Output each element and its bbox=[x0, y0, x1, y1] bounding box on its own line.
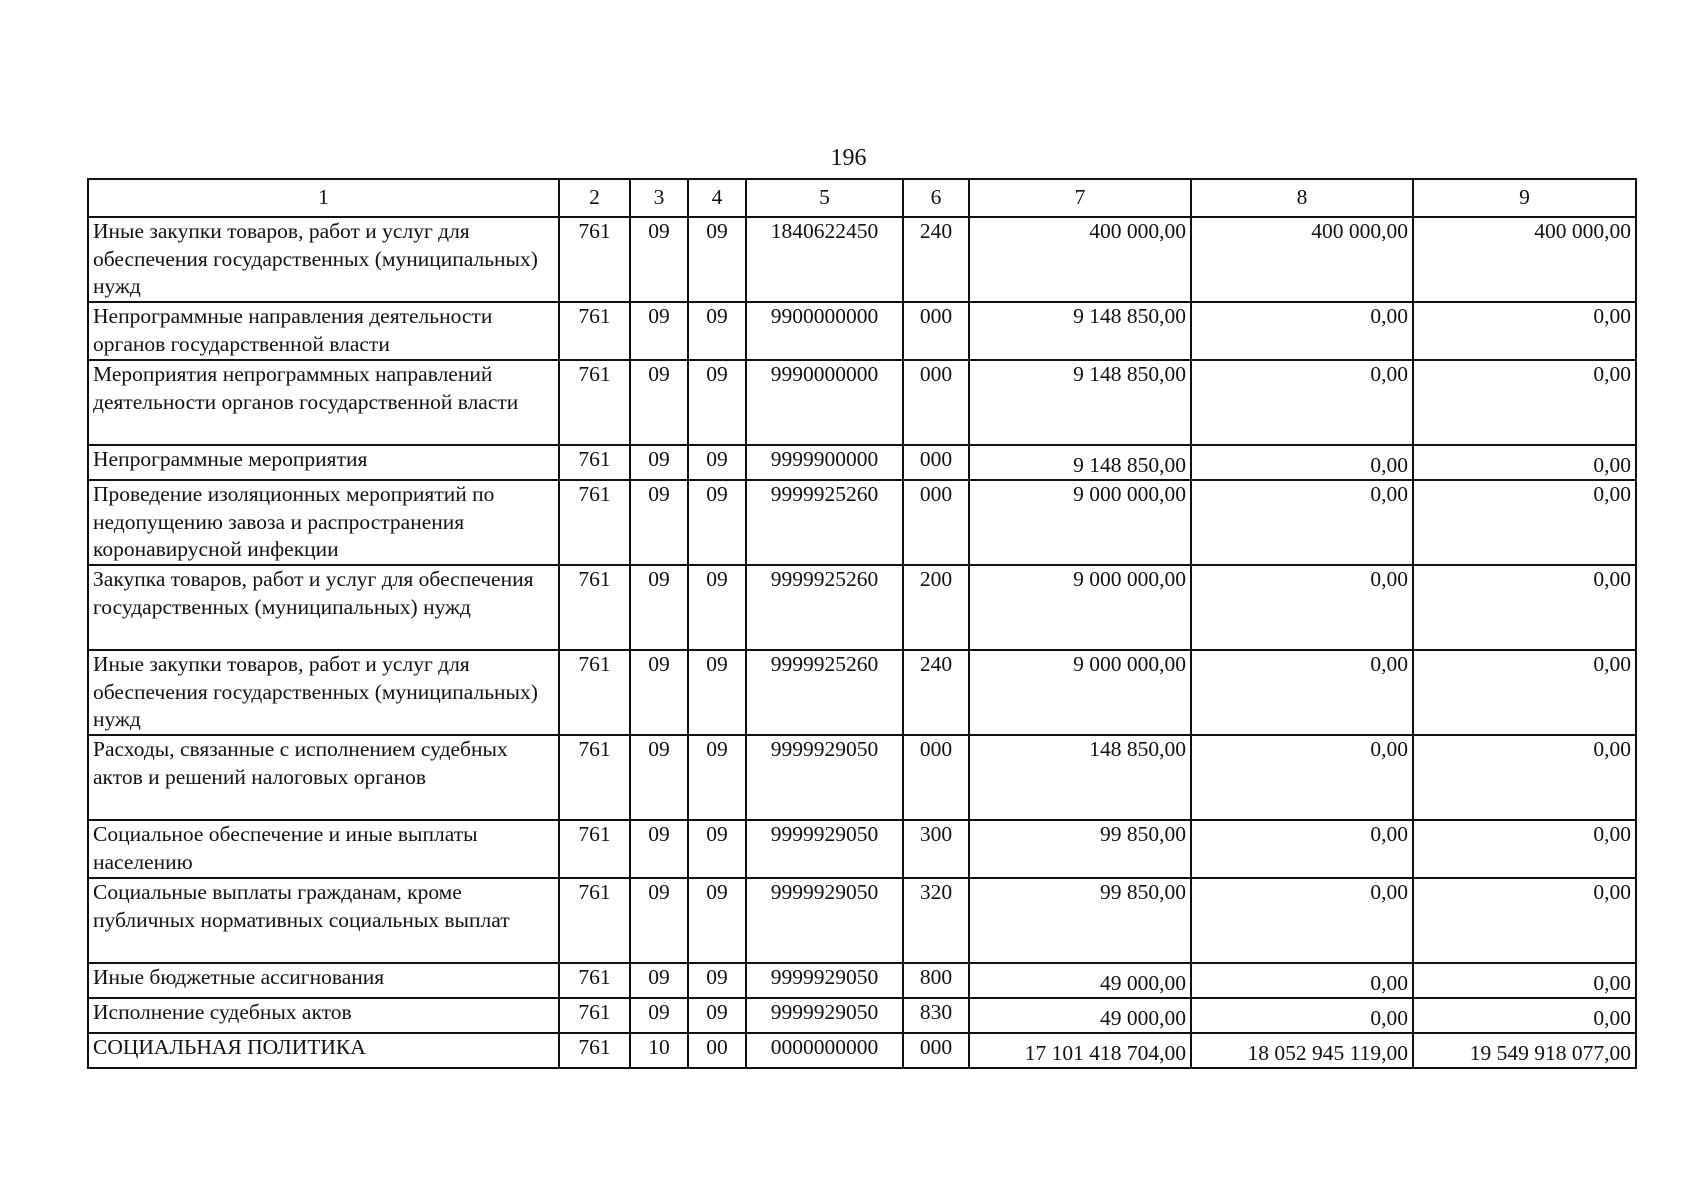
amount-col7: 9 148 850,00 bbox=[969, 302, 1191, 360]
row-name: Социальные выплаты гражданам, кроме публичных нормативных социальных выплат bbox=[88, 878, 559, 963]
column-header: 6 bbox=[903, 179, 969, 217]
amount-col8: 0,00 bbox=[1191, 735, 1413, 820]
subsection-code: 09 bbox=[688, 360, 746, 445]
column-header: 1 bbox=[88, 179, 559, 217]
amount-col7: 9 148 850,00 bbox=[969, 445, 1191, 480]
column-header: 4 bbox=[688, 179, 746, 217]
expense-type-code: 240 bbox=[903, 217, 969, 302]
amount-col9: 19 549 918 077,00 bbox=[1413, 1033, 1636, 1068]
column-header: 8 bbox=[1191, 179, 1413, 217]
ministry-code: 761 bbox=[559, 878, 630, 963]
amount-col8: 0,00 bbox=[1191, 565, 1413, 650]
amount-col8: 0,00 bbox=[1191, 820, 1413, 878]
expense-type-code: 830 bbox=[903, 998, 969, 1033]
table-row bbox=[88, 963, 1636, 998]
section-code: 09 bbox=[630, 735, 688, 820]
amount-col7: 49 000,00 bbox=[969, 963, 1191, 998]
amount-col9: 400 000,00 bbox=[1413, 217, 1636, 302]
section-code: 09 bbox=[630, 650, 688, 735]
section-code: 09 bbox=[630, 878, 688, 963]
subsection-code: 09 bbox=[688, 998, 746, 1033]
subsection-code: 09 bbox=[688, 565, 746, 650]
ministry-code: 761 bbox=[559, 480, 630, 565]
expense-type-code: 000 bbox=[903, 360, 969, 445]
expense-type-code: 000 bbox=[903, 445, 969, 480]
subsection-code: 09 bbox=[688, 820, 746, 878]
column-header: 3 bbox=[630, 179, 688, 217]
subsection-code: 09 bbox=[688, 217, 746, 302]
amount-col8: 400 000,00 bbox=[1191, 217, 1413, 302]
target-article-code: 9999929050 bbox=[746, 820, 903, 878]
amount-col8: 0,00 bbox=[1191, 445, 1413, 480]
expense-type-code: 200 bbox=[903, 565, 969, 650]
expense-type-code: 000 bbox=[903, 480, 969, 565]
expense-type-code: 240 bbox=[903, 650, 969, 735]
target-article-code: 9900000000 bbox=[746, 302, 903, 360]
table-row bbox=[88, 735, 1636, 820]
row-name: Исполнение судебных актов bbox=[88, 998, 559, 1033]
target-article-code: 9999929050 bbox=[746, 963, 903, 998]
column-header: 2 bbox=[559, 179, 630, 217]
subsection-code: 09 bbox=[688, 963, 746, 998]
amount-col8: 0,00 bbox=[1191, 360, 1413, 445]
target-article-code: 9999900000 bbox=[746, 445, 903, 480]
amount-col7: 9 000 000,00 bbox=[969, 565, 1191, 650]
row-name: Закупка товаров, работ и услуг для обеспечения государственных (муниципальных) нужд bbox=[88, 565, 559, 650]
target-article-code: 9999925260 bbox=[746, 650, 903, 735]
amount-col9: 0,00 bbox=[1413, 878, 1636, 963]
subsection-code: 09 bbox=[688, 480, 746, 565]
row-name: Проведение изоляционных мероприятий по недопущению завоза и распространения коронавирусной инфекции bbox=[88, 480, 559, 565]
section-code: 09 bbox=[630, 998, 688, 1033]
target-article-code: 9999925260 bbox=[746, 480, 903, 565]
section-code: 09 bbox=[630, 963, 688, 998]
ministry-code: 761 bbox=[559, 820, 630, 878]
row-name: Мероприятия непрограммных направлений деятельности органов государственной власти bbox=[88, 360, 559, 445]
amount-col9: 0,00 bbox=[1413, 302, 1636, 360]
subsection-code: 09 bbox=[688, 445, 746, 480]
section-code: 09 bbox=[630, 302, 688, 360]
column-header: 7 bbox=[969, 179, 1191, 217]
table-header-row bbox=[88, 179, 1636, 217]
section-code: 09 bbox=[630, 445, 688, 480]
expense-type-code: 300 bbox=[903, 820, 969, 878]
row-name: Социальное обеспечение и иные выплаты населению bbox=[88, 820, 559, 878]
ministry-code: 761 bbox=[559, 445, 630, 480]
subsection-code: 09 bbox=[688, 878, 746, 963]
target-article-code: 1840622450 bbox=[746, 217, 903, 302]
amount-col9: 0,00 bbox=[1413, 998, 1636, 1033]
column-header: 5 bbox=[746, 179, 903, 217]
amount-col9: 0,00 bbox=[1413, 963, 1636, 998]
section-code: 09 bbox=[630, 820, 688, 878]
row-name: СОЦИАЛЬНАЯ ПОЛИТИКА bbox=[88, 1033, 559, 1068]
amount-col9: 0,00 bbox=[1413, 650, 1636, 735]
expense-type-code: 320 bbox=[903, 878, 969, 963]
table-row bbox=[88, 878, 1636, 963]
row-name: Расходы, связанные с исполнением судебных актов и решений налоговых органов bbox=[88, 735, 559, 820]
table-row bbox=[88, 1033, 1636, 1068]
amount-col9: 0,00 bbox=[1413, 565, 1636, 650]
expense-type-code: 800 bbox=[903, 963, 969, 998]
amount-col7: 9 148 850,00 bbox=[969, 360, 1191, 445]
amount-col7: 99 850,00 bbox=[969, 820, 1191, 878]
target-article-code: 0000000000 bbox=[746, 1033, 903, 1068]
amount-col9: 0,00 bbox=[1413, 445, 1636, 480]
table-row bbox=[88, 302, 1636, 360]
table-row bbox=[88, 565, 1636, 650]
table-row bbox=[88, 998, 1636, 1033]
section-code: 10 bbox=[630, 1033, 688, 1068]
table-row bbox=[88, 650, 1636, 735]
amount-col7: 400 000,00 bbox=[969, 217, 1191, 302]
target-article-code: 9990000000 bbox=[746, 360, 903, 445]
amount-col9: 0,00 bbox=[1413, 820, 1636, 878]
target-article-code: 9999929050 bbox=[746, 998, 903, 1033]
section-code: 09 bbox=[630, 480, 688, 565]
table-row bbox=[88, 217, 1636, 302]
amount-col9: 0,00 bbox=[1413, 360, 1636, 445]
ministry-code: 761 bbox=[559, 565, 630, 650]
table-row bbox=[88, 820, 1636, 878]
ministry-code: 761 bbox=[559, 650, 630, 735]
ministry-code: 761 bbox=[559, 217, 630, 302]
row-name: Иные закупки товаров, работ и услуг для обеспечения государственных (муниципальных) нужд bbox=[88, 217, 559, 302]
amount-col8: 0,00 bbox=[1191, 878, 1413, 963]
amount-col9: 0,00 bbox=[1413, 735, 1636, 820]
table-row bbox=[88, 445, 1636, 480]
target-article-code: 9999929050 bbox=[746, 735, 903, 820]
expense-type-code: 000 bbox=[903, 302, 969, 360]
target-article-code: 9999929050 bbox=[746, 878, 903, 963]
ministry-code: 761 bbox=[559, 302, 630, 360]
amount-col8: 0,00 bbox=[1191, 480, 1413, 565]
table-row bbox=[88, 480, 1636, 565]
amount-col8: 18 052 945 119,00 bbox=[1191, 1033, 1413, 1068]
amount-col7: 9 000 000,00 bbox=[969, 480, 1191, 565]
expense-type-code: 000 bbox=[903, 1033, 969, 1068]
amount-col8: 0,00 bbox=[1191, 302, 1413, 360]
ministry-code: 761 bbox=[559, 1033, 630, 1068]
target-article-code: 9999925260 bbox=[746, 565, 903, 650]
amount-col7: 99 850,00 bbox=[969, 878, 1191, 963]
amount-col8: 0,00 bbox=[1191, 650, 1413, 735]
section-code: 09 bbox=[630, 360, 688, 445]
ministry-code: 761 bbox=[559, 998, 630, 1033]
amount-col8: 0,00 bbox=[1191, 963, 1413, 998]
subsection-code: 09 bbox=[688, 650, 746, 735]
row-name: Непрограммные мероприятия bbox=[88, 445, 559, 480]
column-header: 9 bbox=[1413, 179, 1636, 217]
ministry-code: 761 bbox=[559, 735, 630, 820]
amount-col7: 9 000 000,00 bbox=[969, 650, 1191, 735]
budget-table bbox=[87, 178, 1637, 1069]
ministry-code: 761 bbox=[559, 963, 630, 998]
row-name: Иные бюджетные ассигнования bbox=[88, 963, 559, 998]
subsection-code: 09 bbox=[688, 302, 746, 360]
row-name: Иные закупки товаров, работ и услуг для обеспечения государственных (муниципальных) нужд bbox=[88, 650, 559, 735]
row-name: Непрограммные направления деятельности органов государственной власти bbox=[88, 302, 559, 360]
amount-col9: 0,00 bbox=[1413, 480, 1636, 565]
amount-col8: 0,00 bbox=[1191, 998, 1413, 1033]
subsection-code: 00 bbox=[688, 1033, 746, 1068]
section-code: 09 bbox=[630, 217, 688, 302]
amount-col7: 148 850,00 bbox=[969, 735, 1191, 820]
page-number: 196 bbox=[830, 145, 867, 171]
table-row bbox=[88, 360, 1636, 445]
amount-col7: 17 101 418 704,00 bbox=[969, 1033, 1191, 1068]
expense-type-code: 000 bbox=[903, 735, 969, 820]
subsection-code: 09 bbox=[688, 735, 746, 820]
ministry-code: 761 bbox=[559, 360, 630, 445]
section-code: 09 bbox=[630, 565, 688, 650]
amount-col7: 49 000,00 bbox=[969, 998, 1191, 1033]
